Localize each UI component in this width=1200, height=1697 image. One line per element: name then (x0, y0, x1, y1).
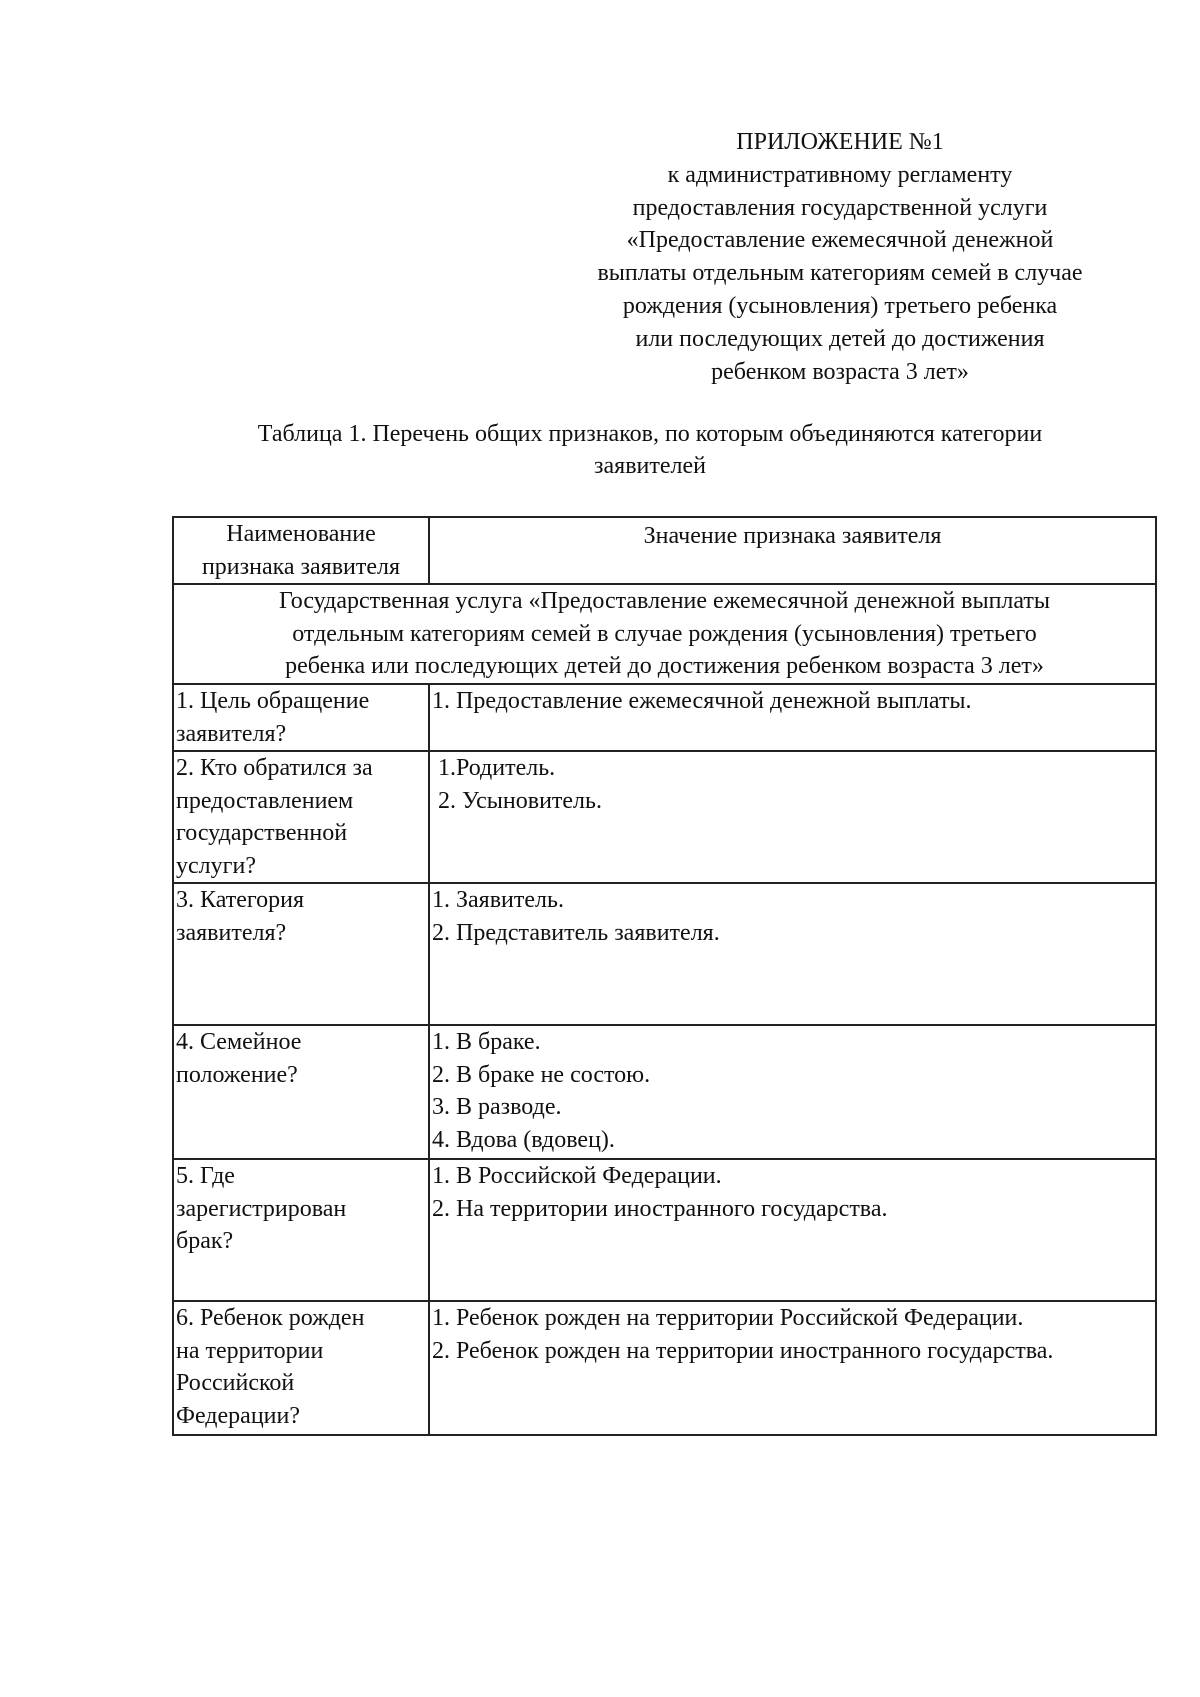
feature-name-cell: 6. Ребенок рожден на территории Российской Федерации? (173, 1301, 429, 1435)
feature-name-cell: 4. Семейное положение? (173, 1025, 429, 1159)
appendix-line: выплаты отдельным категориям семей в случае (597, 260, 1083, 287)
feature-name-cell: 5. Где зарегистрирован брак? (173, 1159, 429, 1301)
appendix-title: ПРИЛОЖЕНИЕ №1 (736, 129, 944, 155)
table-row (173, 684, 1156, 751)
table-header-row (173, 517, 1156, 584)
appendix-line: предоставления государственной услуги (632, 194, 1048, 221)
appendix-heading (540, 126, 1140, 388)
feature-name-cell: 3. Категория заявителя? (173, 883, 429, 1025)
table-caption-line: заявителей (594, 453, 706, 479)
appendix-line: или последующих детей до достижения (635, 325, 1045, 352)
feature-value-cell: 1. В Российской Федерации. 2. На территории иностранного государства. (429, 1159, 1156, 1301)
table-row (173, 883, 1156, 1025)
appendix-line: ребенком возраста 3 лет» (711, 358, 969, 385)
service-name-cell: Государственная услуга «Предоставление ежемесячной денежной выплаты отдельным категориям семей в случае рождения (усыновления) третьего ребенка или последующих детей до достижения ребенком возраста 3 лет» (173, 584, 1156, 684)
header-feature-name: Наименование признака заявителя (173, 517, 429, 584)
feature-value-cell: 1.Родитель. 2. Усыновитель. (429, 751, 1156, 883)
service-name-row (173, 584, 1156, 684)
appendix-line: к административному регламенту (667, 161, 1013, 188)
table-caption (150, 418, 1150, 482)
feature-name-cell: 1. Цель обращение заявителя? (173, 684, 429, 751)
feature-value-cell: 1. Заявитель. 2. Представитель заявителя. (429, 883, 1156, 1025)
table-row (173, 1025, 1156, 1159)
applicant-features-table (172, 516, 1157, 1436)
table-row (173, 1301, 1156, 1435)
feature-name-cell: 2. Кто обратился за предоставлением государственной услуги? (173, 751, 429, 883)
table-row (173, 751, 1156, 883)
feature-value-cell: 1. Предоставление ежемесячной денежной выплаты. (429, 684, 1156, 751)
appendix-line: «Предоставление ежемесячной денежной (626, 227, 1054, 254)
table-row (173, 1159, 1156, 1301)
table-caption-line: Таблица 1. Перечень общих признаков, по которым объединяются категории (257, 421, 1043, 447)
feature-value-cell: 1. В браке. 2. В браке не состою. 3. В разводе. 4. Вдова (вдовец). (429, 1025, 1156, 1159)
feature-value-cell: 1. Ребенок рожден на территории Российской Федерации. 2. Ребенок рожден на территории иностранного государства. (429, 1301, 1156, 1435)
appendix-line: рождения (усыновления) третьего ребенка (622, 292, 1058, 319)
header-feature-value: Значение признака заявителя (429, 517, 1156, 584)
